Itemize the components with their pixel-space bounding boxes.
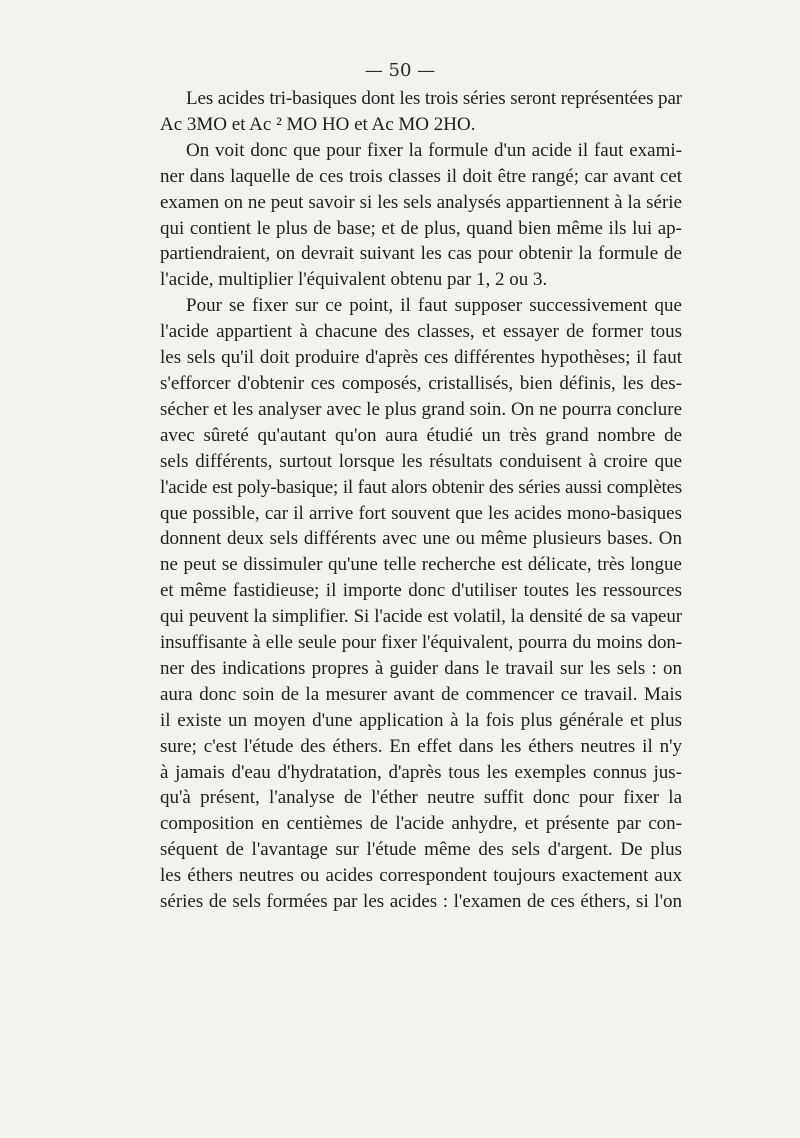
text-line: aura donc soin de la mesurer avant de commencer ce travail. Mais (160, 683, 682, 705)
text-line: composition en centièmes de l'acide anhydre, et présente par con- (160, 813, 682, 835)
text-line: On voit donc que pour fixer la formule d'un acide il faut exami- (186, 139, 682, 161)
text-line: Pour se fixer sur ce point, il faut supposer successivement que (186, 295, 682, 317)
text-line: Ac 3MO et Ac ² MO HO et Ac MO 2HO. (160, 113, 476, 135)
text-line: l'acide, multiplier l'équivalent obtenu par 1, 2 ou 3. (160, 269, 548, 291)
text-line: qu'à présent, l'analyse de l'éther neutre suffit donc pour fixer la (160, 787, 682, 809)
text-line: sels différents, surtout lorsque les résultats conduisent à croire que (160, 450, 682, 472)
text-line: sure; c'est l'étude des éthers. En effet dans les éthers neutres il n'y (160, 735, 682, 757)
text-line: à jamais d'eau d'hydratation, d'après tous les exemples connus jus- (160, 761, 682, 783)
text-line: séquent de l'avantage sur l'étude même des sels d'argent. De plus (160, 839, 682, 861)
text-line: ner dans laquelle de ces trois classes il doit être rangé; car avant cet (160, 165, 682, 187)
page-number: — 50 — (364, 60, 436, 81)
text-line: l'acide appartient à chacune des classes, et essayer de former tous (160, 321, 682, 343)
body-text (160, 86, 682, 915)
text-line: examen on ne peut savoir si les sels analysés appartiennent à la série (160, 191, 682, 213)
text-line: s'efforcer d'obtenir ces composés, cristallisés, bien définis, les des- (160, 372, 682, 394)
text-line: sécher et les analyser avec le plus grand soin. On ne pourra conclure (160, 398, 682, 420)
paragraph-successive-hypotheses (160, 293, 682, 915)
text-line: donnent deux sels différents avec une ou même plusieurs bases. On (160, 528, 682, 550)
text-line: Les acides tri-basiques dont les trois séries seront représentées par (186, 88, 682, 109)
text-line: et même fastidieuse; il importe donc d'utiliser toutes les ressources (160, 580, 682, 602)
text-line: les éthers neutres ou acides correspondent toujours exactement aux (160, 865, 682, 887)
text-line: que possible, car il arrive fort souvent que les acides mono-basiques (160, 502, 682, 524)
text-line: insuffisante à elle seule pour fixer l'équivalent, pourra du moins don- (160, 632, 682, 654)
text-line: ner des indications propres à guider dans le travail sur les sels : on (160, 657, 682, 679)
text-line: qui peuvent la simplifier. Si l'acide est volatil, la densité de sa vapeur (160, 606, 682, 628)
paragraph-tribasic-acids (160, 86, 682, 138)
text-line: partiendraient, on devrait suivant les cas pour obtenir la formule de (160, 243, 682, 265)
text-line: l'acide est poly-basique; il faut alors obtenir des séries aussi complètes (160, 476, 682, 498)
paragraph-fixing-formula (160, 138, 682, 293)
text-line: avec sûreté qu'autant qu'on aura étudié un très grand nombre de (160, 424, 682, 446)
text-line: il existe un moyen d'une application à la fois plus générale et plus (160, 709, 682, 731)
text-line: qui contient le plus de base; et de plus, quand bien même ils lui ap- (160, 217, 682, 239)
text-line: ne peut se dissimuler qu'une telle recherche est délicate, très longue (160, 554, 682, 576)
text-line: séries de sels formées par les acides : l'examen de ces éthers, si l'on (160, 891, 682, 913)
text-line: les sels qu'il doit produire d'après ces différentes hypothèses; il faut (160, 347, 682, 369)
